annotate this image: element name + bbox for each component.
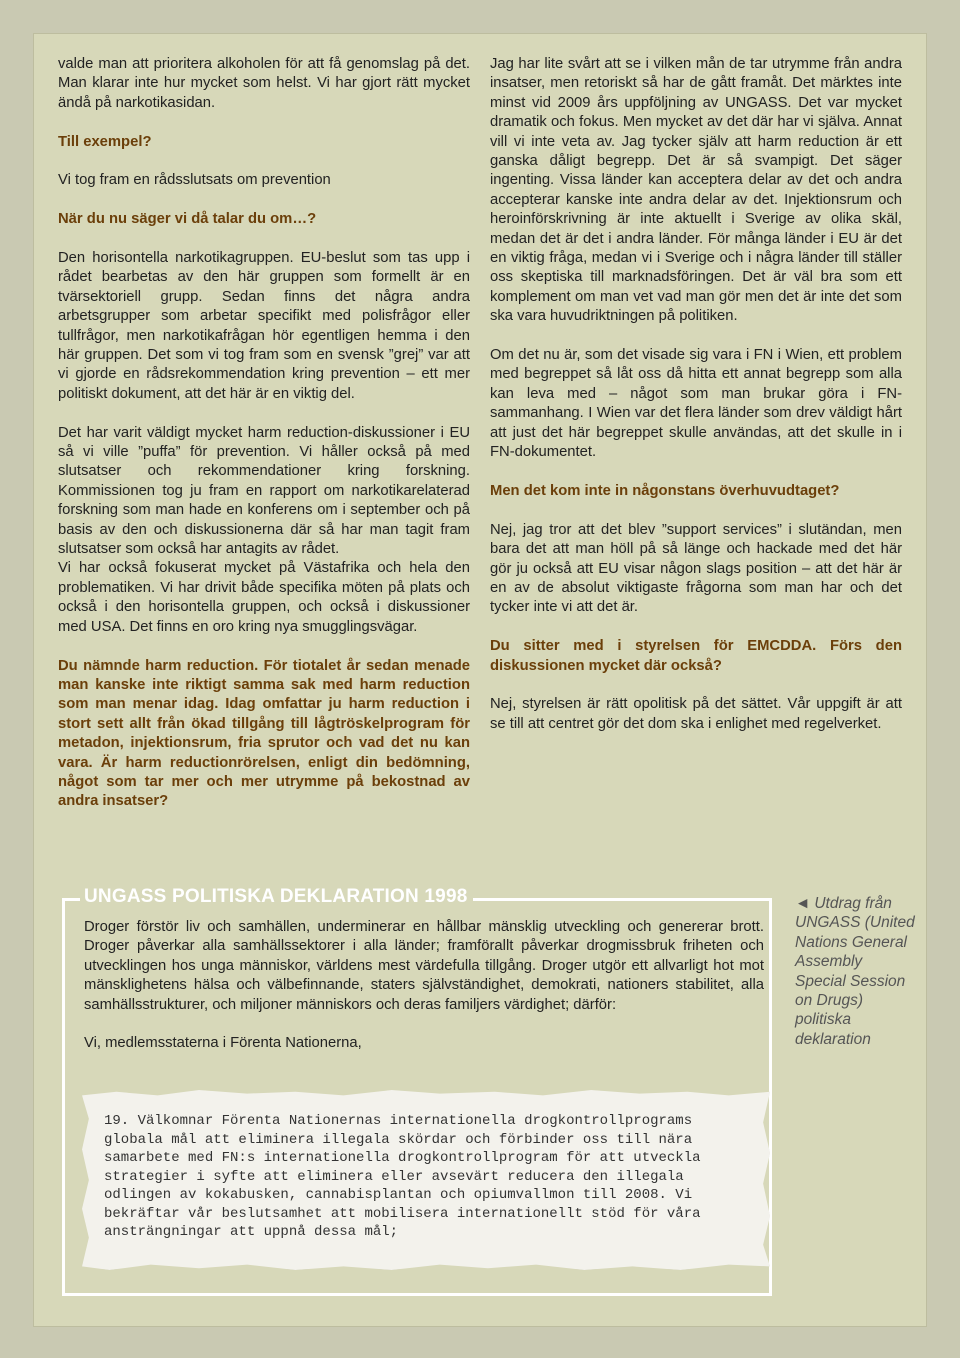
body-paragraph: Det har varit väldigt mycket harm reduction-diskussioner i EU så vi ville ”puffa” för prevention. Vi håller också på med slutsatser och rekommendationer kring forskning. Kommissionen tog ju fram en rapport om narkotikarelaterad forskning som man hade en konferens om i september och på basis av den och diskussionerna där så har man tagit fram slutsatser som också har antagits av rådet.	[58, 424, 470, 558]
declaration-paragraph: Vi, medlemsstaterna i Förenta Nationerna,	[84, 1035, 362, 1052]
interview-question: Men det kom inte in någonstans överhuvudtaget?	[490, 482, 840, 499]
body-paragraph: Nej, jag tror att det blev ”support services” i slutändan, men bara det att man höll på så länge och hackade med det här gör ju också att EU visar någon slags position – att det här är en av de absolut viktigaste frågorna som man har och det tycker inte vi att det är.	[490, 521, 902, 616]
body-paragraph: valde man att prioritera alkoholen för att få genomslag på det. Man klarar inte hur mycket som helst. Vi har gjort rätt mycket ändå på narkotikasidan.	[58, 56, 470, 111]
interview-question: När du nu säger vi då talar du om…?	[58, 211, 317, 228]
interview-question: Du sitter med i styrelsen för EMCDDA. Förs den diskussionen mycket där också?	[490, 638, 902, 674]
typed-excerpt: 19. Välkomnar Förenta Nationernas internationella drogkontrollprograms globala mål att eliminera illegala skördar och förbinder oss till nära samarbete med FN:s internationella drogkontrollprogram för att utveckla strategier i syfte att eliminera eller avsevärt reducera den illegala odlingen av kokabusken, cannabisplantan och opiumvallmon till 2008. Vi bekräftar vår beslutsamhet att mobilisera internationellt stöd för våra ansträngningar att uppnå dessa mål;	[104, 1113, 701, 1240]
body-paragraph: Vi tog fram en rådsslutsats om prevention	[58, 172, 331, 189]
side-caption-text: Utdrag från UNGASS (United Nations General Assembly Special Session on Drugs) politiska deklaration	[795, 895, 915, 1048]
body-paragraph: Vi har också fokuserat mycket på Västafrika och hela den problematiken. Vi har drivit både specifika möten på plats och också i den horisontella gruppen, och också i diskussioner med USA. Det finns en oro kring nya smugglingsvägar.	[58, 560, 470, 635]
body-paragraph: Om det nu är, som det visade sig vara i FN i Wien, ett problem med begreppet så låt oss då hitta ett annat begrepp som alla kan leva med – något som man brukar göra i FN-sammanhang. I Wien var det flera länder som drev väldigt hårt att just det här begreppet skulle användas, att det skulle in i FN-dokumentet.	[490, 347, 902, 461]
left-arrow-icon: ◄	[795, 895, 811, 912]
body-paragraph: Nej, styrelsen är rätt opolitisk på det sättet. Vår uppgift är att se till att centret gör det dom ska i enlighet med regelverket.	[490, 696, 902, 732]
declaration-box-title: UNGASS POLITISKA DEKLARATION 1998	[80, 886, 473, 908]
left-column	[58, 55, 470, 831]
body-paragraph: Jag har lite svårt att se i vilken mån de tar utrymme från andra insatser, men retoriskt så har de gått framåt. Det märktes inte minst vid 2009 års uppföljning av UNGASS. Det var mycket dramatik och fokus. Men mycket av det där har vi själva. Annat vill vi inte veta av. Jag tycker själv att harm reduction är ett ganska dåligt begrepp. Det är så svampigt. Det säger ingenting. Vissa länder kan acceptera delar av det och andra accepterar kanske inte andra delar av det. Injektionsrum och heroinförskrivning är inte aktuellt i Sverige av olika skäl, medan det är det i andra länder. För många länder i EU är det en viktig fråga, medan vi i Sverige och i några länder till ställer oss skeptiska till marknadsföringen. Det är väl bra som ett komplement om man vet vad man gör men det är inte det som ska vara huvudriktningen på politiken.	[490, 56, 902, 325]
side-caption	[795, 894, 915, 1049]
interview-question: Till exempel?	[58, 133, 152, 150]
right-column	[490, 55, 902, 754]
interview-question: Du nämnde harm reduction. För tiotalet år sedan menade man kanske inte riktigt samma sak med harm reduction som man menar idag. Idag omfattar ju harm reduction i stort sett allt från ökad tillgång till lågtröskelprogram för metadon, injektionsrum, fria sprutor och vad det nu kan vara. Är harm reductionrörelsen, enligt din bedömning, något som tar mer och mer utrymme på bekostnad av andra insatser?	[58, 657, 470, 810]
declaration-text	[84, 918, 764, 1073]
body-paragraph: Den horisontella narkotikagruppen. EU-beslut som tas upp i rådet bearbetas av den här gruppen som formellt är en tvärsektoriell grupp. Sedan finns det några andra arbetsgrupper som arbetar specifikt med polisfrågor eller tullfrågor, men narkotikafrågan hör egentligen hemma i den här gruppen. Det som vi tog fram som en svensk ”grej” var att vi gjorde en rådsrekommendation kring prevention – ett mer politiskt dokument, att det här är en viktig del.	[58, 250, 470, 402]
declaration-paragraph: Droger förstör liv och samhällen, underminerar en hållbar mänsklig utveckling och genererar brott. Droger påverkar alla samhällssektorer i alla länder; framförallt påverkar drogmissbruk friheten och utvecklingen hos unga människor, världens mest värdefulla tillgång. Droger utgör ett allvarligt hot mot mänsklighetens hälsa och välbefinnande, staters självständighet, demokrati, nationers stabilitet, alla samhällsstrukturer, och miljoner människors och deras familjers värdighet; därför:	[84, 919, 764, 1013]
